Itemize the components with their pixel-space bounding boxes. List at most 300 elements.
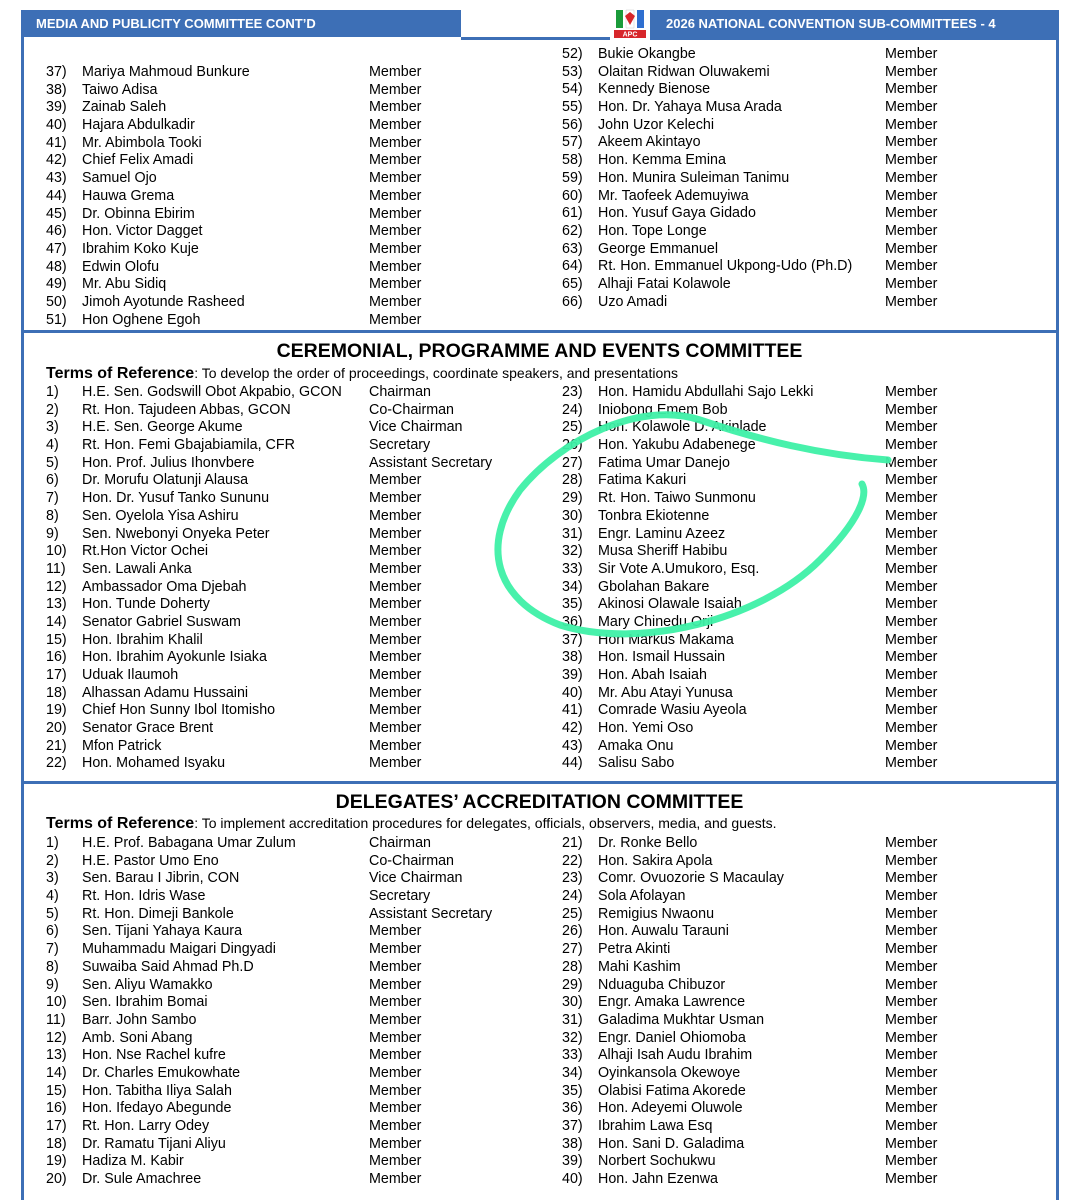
item-number: 54): [562, 81, 583, 98]
member-role: Member: [885, 835, 938, 851]
item-number: 3): [46, 870, 59, 887]
member-name: Dr. Ramatu Tijani Aliyu: [82, 1135, 226, 1152]
member-name: Nduaguba Chibuzor: [598, 976, 726, 993]
member-role: Member: [369, 205, 422, 222]
member-role: Member: [369, 187, 422, 204]
member-role: Member: [369, 134, 422, 151]
member-role: Member: [369, 525, 422, 542]
item-number: 39): [46, 99, 67, 116]
member-name: Amb. Soni Abang: [82, 1029, 193, 1046]
item-number: 27): [562, 941, 583, 958]
item-number: 17): [46, 1118, 67, 1134]
member-role: Member: [885, 941, 938, 958]
item-number: 65): [562, 275, 583, 292]
member-role: Member: [885, 1153, 938, 1170]
member-role: Member: [885, 134, 938, 151]
item-number: 1): [46, 384, 59, 400]
member-role: Member: [885, 275, 938, 292]
member-name: Dr. Obinna Ebirim: [82, 205, 195, 222]
member-name: Hon. Sani D. Galadima: [598, 1135, 745, 1152]
item-number: 36): [562, 1100, 583, 1117]
member-name: Rt.Hon Victor Ochei: [82, 543, 209, 560]
member-name: Norbert Sochukwu: [598, 1153, 716, 1170]
member-name: Sen. Ibrahim Bomai: [82, 994, 208, 1011]
member-role: Member: [369, 1047, 422, 1064]
item-number: 29): [562, 490, 583, 507]
item-number: 30): [562, 994, 583, 1011]
member-role: Member: [885, 63, 938, 80]
member-role: Member: [885, 1082, 938, 1099]
member-name: H.E. Prof. Babagana Umar Zulum: [82, 835, 296, 851]
member-name: Hon. Sakira Apola: [598, 852, 713, 869]
member-role: Member: [885, 169, 938, 186]
member-name: Hon. Munira Suleiman Tanimu: [598, 169, 790, 186]
item-number: 44): [46, 187, 67, 204]
header-right-title: 2026 NATIONAL CONVENTION SUB-COMMITTEES - 4: [648, 10, 1056, 37]
item-number: 22): [46, 755, 67, 772]
item-number: 46): [46, 223, 67, 240]
member-name: Rt. Hon. Femi Gbajabiamila, CFR: [82, 437, 295, 454]
member-role: Member: [369, 976, 422, 993]
member-role: Member: [885, 222, 938, 239]
item-number: 15): [46, 1082, 67, 1099]
item-number: 34): [562, 578, 583, 595]
item-number: 14): [46, 613, 67, 630]
member-role: Member: [369, 631, 422, 648]
item-number: 10): [46, 994, 67, 1011]
member-role: Member: [885, 507, 938, 524]
member-name: Hauwa Grema: [82, 187, 175, 204]
item-number: 45): [46, 205, 67, 222]
item-number: 15): [46, 631, 67, 648]
member-role: Member: [885, 205, 938, 222]
member-role: Member: [885, 631, 938, 648]
item-number: 14): [46, 1064, 67, 1081]
member-role: Member: [885, 578, 938, 595]
member-role: Member: [885, 1064, 938, 1081]
member-name: Suwaiba Said Ahmad Ph.D: [82, 958, 254, 975]
item-number: 40): [562, 1171, 583, 1188]
member-name: Engr. Laminu Azeez: [598, 525, 726, 542]
item-number: 3): [46, 419, 59, 436]
member-name: Rt. Hon. Tajudeen Abbas, GCON: [82, 401, 291, 418]
member-name: Hon. Jahn Ezenwa: [598, 1171, 719, 1188]
member-role: Member: [885, 1029, 938, 1046]
item-number: 5): [46, 905, 59, 922]
member-name: Uduak Ilaumoh: [82, 667, 179, 683]
member-role: Member: [885, 1135, 938, 1152]
item-number: 42): [46, 152, 67, 169]
member-name: Amaka Onu: [598, 737, 674, 754]
item-number: 42): [562, 720, 583, 737]
member-role: Member: [885, 596, 938, 613]
member-name: Iniobong Emem Bob: [598, 401, 728, 418]
member-name: Alhaji Fatai Kolawole: [598, 275, 731, 292]
item-number: 18): [46, 1135, 67, 1152]
item-number: 31): [562, 1011, 583, 1028]
member-name: Hon. Yusuf Gaya Gidado: [598, 205, 756, 222]
member-name: Hon. Tunde Doherty: [82, 596, 210, 613]
member-role: Member: [369, 560, 422, 577]
member-role: Member: [885, 454, 938, 471]
item-number: 38): [562, 649, 583, 666]
member-name: Sen. Aliyu Wamakko: [82, 976, 213, 993]
member-name: Rt. Hon. Larry Odey: [82, 1118, 210, 1134]
member-role: Member: [885, 240, 938, 257]
item-number: 13): [46, 596, 67, 613]
member-role: Member: [885, 958, 938, 975]
member-name: Rt. Hon. Idris Wase: [82, 888, 206, 905]
member-role: Member: [369, 941, 422, 958]
item-number: 50): [46, 293, 67, 310]
member-name: Mr. Abu Atayi Yunusa: [598, 684, 733, 701]
item-number: 33): [562, 1047, 583, 1064]
member-role: Member: [885, 116, 938, 133]
header-left-title: MEDIA AND PUBLICITY COMMITTEE CONT’D: [24, 10, 461, 37]
item-number: 66): [562, 293, 583, 310]
member-name: Petra Akinti: [598, 941, 671, 958]
member-name: Ibrahim Lawa Esq: [598, 1118, 713, 1134]
member-role: Vice Chairman: [369, 419, 463, 436]
item-number: 16): [46, 1100, 67, 1117]
member-role: Member: [369, 1011, 422, 1028]
member-role: Member: [885, 472, 938, 489]
member-role: Member: [369, 994, 422, 1011]
member-name: Rt. Hon. Taiwo Sunmonu: [598, 490, 756, 507]
item-number: 48): [46, 258, 67, 275]
item-number: 4): [46, 437, 59, 454]
item-number: 32): [562, 1029, 583, 1046]
member-role: Member: [369, 1171, 422, 1188]
member-role: Member: [369, 258, 422, 275]
item-number: 47): [46, 240, 67, 257]
member-role: Member: [369, 755, 422, 772]
member-name: Gbolahan Bakare: [598, 578, 710, 595]
member-name: Ambassador Oma Djebah: [82, 578, 247, 595]
item-number: 44): [562, 755, 583, 772]
item-number: 26): [562, 923, 583, 940]
member-name: Zainab Saleh: [82, 99, 167, 116]
member-role: Member: [369, 490, 422, 507]
item-number: 4): [46, 888, 59, 905]
item-number: 61): [562, 205, 583, 222]
member-role: Member: [369, 923, 422, 940]
member-role: Member: [885, 720, 938, 737]
item-number: 13): [46, 1047, 67, 1064]
item-number: 53): [562, 63, 583, 80]
item-number: 21): [562, 835, 583, 851]
item-number: 17): [46, 667, 67, 683]
member-role: Member: [885, 419, 938, 436]
member-role: Chairman: [369, 835, 431, 851]
item-number: 19): [46, 702, 67, 719]
member-name: John Uzor Kelechi: [598, 116, 715, 133]
delegates-terms-label: Terms of Reference: [46, 815, 195, 832]
member-name: Alhassan Adamu Hussaini: [82, 684, 249, 701]
member-name: Hon. Yemi Oso: [598, 720, 694, 737]
section-divider: [21, 781, 1059, 784]
item-number: 51): [46, 311, 67, 328]
member-name: Hon. Prof. Julius Ihonvbere: [82, 454, 255, 471]
member-name: Mahi Kashim: [598, 958, 681, 975]
member-name: Muhammadu Maigari Dingyadi: [82, 941, 276, 958]
item-number: 32): [562, 543, 583, 560]
delegates-terms: [46, 815, 777, 833]
member-role: Member: [885, 649, 938, 666]
member-role: Member: [885, 737, 938, 754]
ceremonial-terms: [46, 365, 678, 383]
member-name: Mary Chinedu Orji: [598, 613, 714, 630]
header-rule: [461, 37, 1056, 40]
item-number: 25): [562, 419, 583, 436]
item-number: 1): [46, 835, 59, 851]
item-number: 37): [562, 1118, 583, 1134]
member-role: Member: [885, 1047, 938, 1064]
member-role: Member: [885, 401, 938, 418]
member-name: Hon. Ismail Hussain: [598, 649, 726, 666]
member-role: Member: [369, 311, 422, 328]
logo-text: APC: [622, 31, 638, 39]
ceremonial-terms-label: Terms of Reference: [46, 365, 195, 382]
item-number: 37): [562, 631, 583, 648]
member-name: Remigius Nwaonu: [598, 905, 715, 922]
member-role: Member: [885, 755, 938, 772]
item-number: 11): [46, 560, 66, 577]
member-role: Member: [369, 293, 422, 310]
member-name: Sir Vote A.Umukoro, Esq.: [598, 560, 760, 577]
member-role: Member: [369, 64, 422, 80]
member-role: Member: [369, 613, 422, 630]
member-name: Sen. Lawali Anka: [82, 560, 192, 577]
member-name: Hon. Ibrahim Ayokunle Isiaka: [82, 649, 267, 666]
item-number: 9): [46, 525, 59, 542]
member-name: Chief Hon Sunny Ibol Itomisho: [82, 702, 276, 719]
item-number: 52): [562, 46, 583, 62]
item-number: 16): [46, 649, 67, 666]
member-role: Vice Chairman: [369, 870, 463, 887]
member-name: Hon. Victor Dagget: [82, 223, 203, 240]
member-name: Mfon Patrick: [82, 737, 162, 754]
member-name: Comr. Ovuozorie S Macaulay: [598, 870, 784, 887]
item-number: 11): [46, 1011, 66, 1028]
item-number: 7): [46, 941, 59, 958]
item-number: 8): [46, 958, 59, 975]
member-name: Oyinkansola Okewoye: [598, 1064, 741, 1081]
member-role: Member: [369, 667, 422, 683]
item-number: 34): [562, 1064, 583, 1081]
member-role: Member: [369, 720, 422, 737]
member-name: Sen. Barau I Jibrin, CON: [82, 870, 240, 887]
ceremonial-title: CEREMONIAL, PROGRAMME AND EVENTS COMMITTEE: [276, 340, 803, 362]
member-name: Hon. Mohamed Isyaku: [82, 755, 226, 772]
item-number: 39): [562, 667, 583, 683]
member-name: Galadima Mukhtar Usman: [598, 1011, 765, 1028]
member-role: Member: [885, 187, 938, 204]
item-number: 5): [46, 454, 59, 471]
member-name: Hon. Yakubu Adabenege: [598, 437, 756, 454]
apc-logo: [610, 8, 650, 40]
item-number: 29): [562, 976, 583, 993]
member-role: Member: [885, 852, 938, 869]
member-role: Member: [369, 1064, 422, 1081]
item-number: 18): [46, 684, 67, 701]
member-name: Mr. Taofeek Ademuyiwa: [598, 187, 749, 204]
member-role: Member: [369, 737, 422, 754]
member-role: Member: [885, 46, 938, 62]
member-role: Member: [369, 958, 422, 975]
member-name: Engr. Daniel Ohiomoba: [598, 1029, 746, 1046]
item-number: 20): [46, 720, 67, 737]
item-number: 28): [562, 958, 583, 975]
member-role: Secretary: [369, 437, 431, 454]
member-role: Member: [369, 702, 422, 719]
item-number: 12): [46, 1029, 67, 1046]
member-name: Hon Markus Makama: [598, 631, 734, 648]
member-name: H.E. Sen. Godswill Obot Akpabio, GCON: [82, 384, 342, 400]
member-role: Member: [885, 81, 938, 98]
member-name: Hon. Abah Isaiah: [598, 667, 707, 683]
member-name: Taiwo Adisa: [82, 81, 158, 98]
member-role: Member: [885, 99, 938, 116]
member-name: Tonbra Ekiotenne: [598, 507, 710, 524]
item-number: 6): [46, 472, 59, 489]
member-role: Member: [369, 507, 422, 524]
member-name: Dr. Ronke Bello: [598, 835, 698, 851]
item-number: 21): [46, 737, 67, 754]
member-role: Member: [885, 923, 938, 940]
item-number: 62): [562, 222, 583, 239]
member-role: Member: [885, 1118, 938, 1134]
item-number: 64): [562, 258, 583, 275]
member-name: Hon. Dr. Yahaya Musa Arada: [598, 99, 782, 116]
member-name: Musa Sheriff Habibu: [598, 543, 728, 560]
member-role: Member: [885, 384, 938, 400]
member-name: Fatima Kakuri: [598, 472, 687, 489]
member-name: Hon. Ifedayo Abegunde: [82, 1100, 232, 1117]
item-number: 41): [46, 134, 67, 151]
item-number: 8): [46, 507, 59, 524]
member-role: Member: [369, 1153, 422, 1170]
member-role: Member: [885, 1011, 938, 1028]
member-role: Member: [369, 1135, 422, 1152]
member-role: Member: [885, 152, 938, 169]
item-number: 56): [562, 116, 583, 133]
member-role: Member: [885, 613, 938, 630]
member-role: Member: [369, 543, 422, 560]
member-role: Member: [369, 1118, 422, 1134]
item-number: 39): [562, 1153, 583, 1170]
member-role: Member: [885, 976, 938, 993]
item-number: 7): [46, 490, 59, 507]
delegates-terms-text: : To implement accreditation procedures for delegates, officials, observers, media, and guests.: [194, 815, 777, 831]
member-role: Member: [885, 543, 938, 560]
item-number: 60): [562, 187, 583, 204]
member-name: Olaitan Ridwan Oluwakemi: [598, 63, 770, 80]
member-role: Member: [885, 905, 938, 922]
member-name: Hon. Dr. Yusuf Tanko Sununu: [82, 490, 270, 507]
ceremonial-terms-text: : To develop the order of proceedings, coordinate speakers, and presentations: [194, 365, 679, 381]
member-role: Member: [369, 152, 422, 169]
member-name: Salisu Sabo: [598, 755, 675, 772]
item-number: 31): [562, 525, 583, 542]
item-number: 30): [562, 507, 583, 524]
member-name: Samuel Ojo: [82, 170, 157, 187]
member-name: Hon. Tope Longe: [598, 222, 707, 239]
member-role: Member: [885, 684, 938, 701]
item-number: 2): [46, 852, 59, 869]
member-name: Dr. Sule Amachree: [82, 1171, 202, 1188]
item-number: 36): [562, 613, 583, 630]
item-number: 24): [562, 401, 583, 418]
member-role: Member: [369, 276, 422, 293]
item-number: 59): [562, 169, 583, 186]
member-role: Member: [885, 293, 938, 310]
item-number: 38): [46, 81, 67, 98]
item-number: 12): [46, 578, 67, 595]
item-number: 26): [562, 437, 583, 454]
item-number: 22): [562, 852, 583, 869]
member-name: Olabisi Fatima Akorede: [598, 1082, 746, 1099]
member-name: Hon. Tabitha Iliya Salah: [82, 1082, 232, 1099]
item-number: 23): [562, 870, 583, 887]
item-number: 33): [562, 560, 583, 577]
member-name: Mariya Mahmoud Bunkure: [82, 64, 250, 80]
member-role: Member: [885, 560, 938, 577]
member-name: Mr. Abimbola Tooki: [82, 134, 202, 151]
member-name: Ibrahim Koko Kuje: [82, 240, 199, 257]
member-name: Chief Felix Amadi: [82, 152, 194, 169]
member-name: Hadiza M. Kabir: [82, 1153, 184, 1170]
member-name: Rt. Hon. Emmanuel Ukpong-Udo (Ph.D): [598, 258, 853, 275]
member-role: Member: [885, 437, 938, 454]
member-name: Comrade Wasiu Ayeola: [598, 702, 747, 719]
member-name: Alhaji Isah Audu Ibrahim: [598, 1047, 753, 1064]
member-name: Edwin Olofu: [82, 258, 160, 275]
member-role: Member: [369, 684, 422, 701]
member-name: Mr. Abu Sidiq: [82, 276, 167, 293]
member-name: George Emmanuel: [598, 240, 718, 257]
member-name: Hon. Auwalu Tarauni: [598, 923, 729, 940]
member-name: Sen. Nwebonyi Onyeka Peter: [82, 525, 270, 542]
member-role: Member: [369, 578, 422, 595]
item-number: 28): [562, 472, 583, 489]
member-role: Member: [369, 81, 422, 98]
member-role: Member: [885, 888, 938, 905]
member-name: Barr. John Sambo: [82, 1011, 197, 1028]
item-number: 37): [46, 64, 67, 80]
member-role: Co-Chairman: [369, 401, 455, 418]
member-name: Engr. Amaka Lawrence: [598, 994, 746, 1011]
member-name: Dr. Charles Emukowhate: [82, 1064, 241, 1081]
member-role: Member: [369, 649, 422, 666]
item-number: 27): [562, 454, 583, 471]
delegates-title: DELEGATES’ ACCREDITATION COMMITTEE: [335, 791, 744, 813]
member-role: Secretary: [369, 888, 431, 905]
item-number: 43): [562, 737, 583, 754]
member-name: Kennedy Bienose: [598, 81, 711, 98]
item-number: 49): [46, 276, 67, 293]
member-name: Sola Afolayan: [598, 888, 686, 905]
member-name: Fatima Umar Danejo: [598, 454, 730, 471]
member-name: Hon. Adeyemi Oluwole: [598, 1100, 743, 1117]
item-number: 20): [46, 1171, 67, 1188]
member-role: Member: [885, 667, 938, 683]
member-role: Member: [885, 1100, 938, 1117]
member-role: Member: [885, 702, 938, 719]
member-role: Member: [369, 170, 422, 187]
item-number: 23): [562, 384, 583, 400]
member-name: Uzo Amadi: [598, 293, 668, 310]
